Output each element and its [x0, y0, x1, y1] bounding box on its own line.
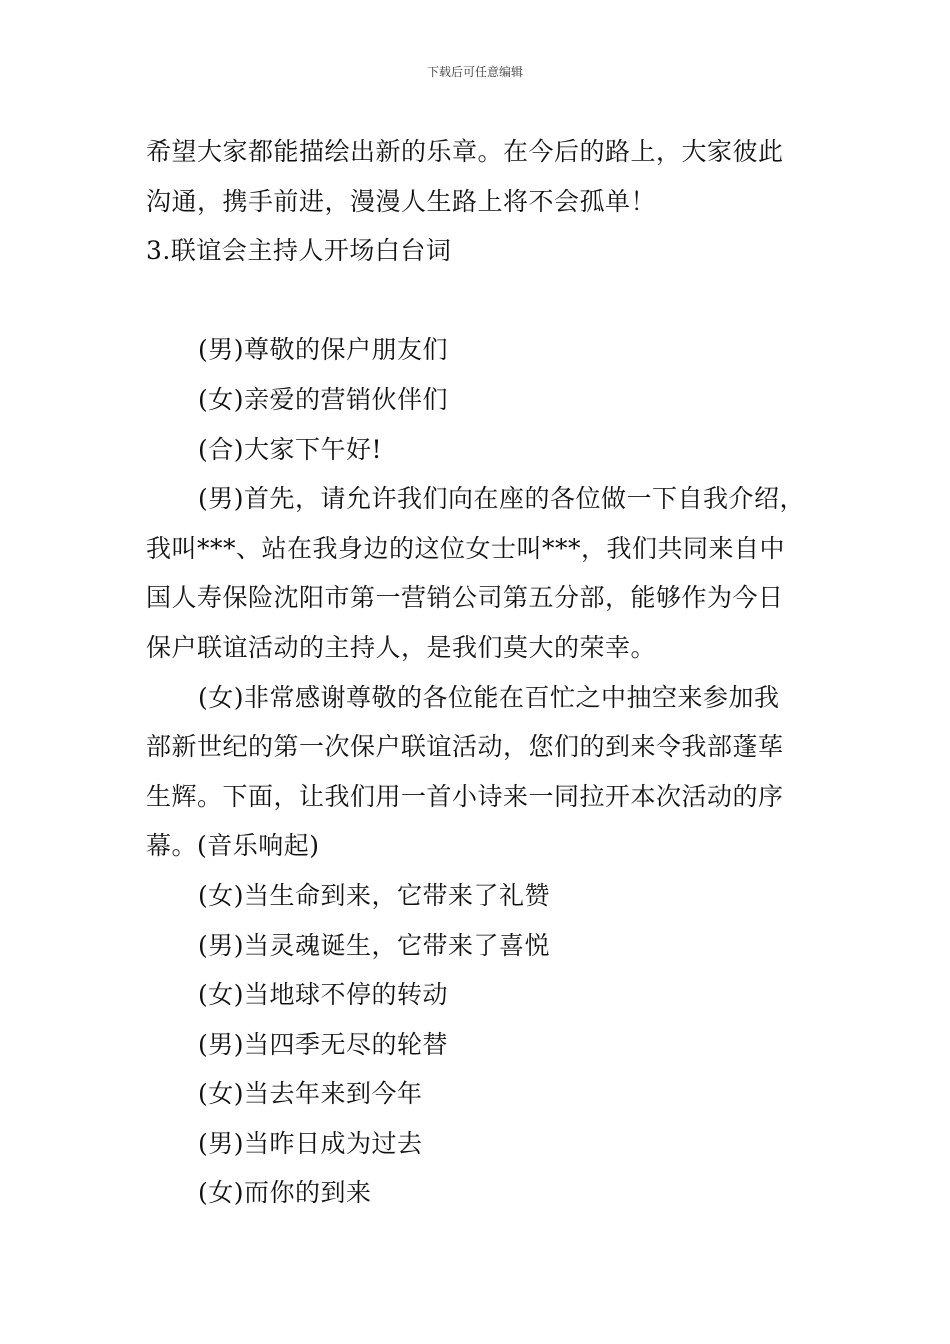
- dialogue-line: (女)亲爱的营销伙伴们: [198, 384, 449, 414]
- body-text: [146, 127, 836, 1218]
- text-line: 国人寿保险沈阳市第一营销公司第五分部，能够作为今日: [146, 583, 784, 613]
- dialogue-line: (女)当地球不停的转动: [198, 980, 449, 1010]
- dialogue-line: (男)尊敬的保户朋友们: [198, 335, 449, 365]
- page-header: 下载后可任意编辑: [426, 65, 523, 79]
- text-line: 幕。(音乐响起): [146, 831, 320, 861]
- text-line: 希望大家都能描绘出新的乐章。在今后的路上，大家彼此: [146, 137, 784, 166]
- dialogue-line: (女)当去年来到今年: [198, 1079, 423, 1109]
- text-line: 保户联谊活动的主持人，是我们莫大的荣幸。: [146, 632, 657, 662]
- dialogue-line: (女)非常感谢尊敬的各位能在百忙之中抽空来参加我: [198, 682, 780, 712]
- blank-line: [146, 276, 836, 326]
- text-line: 我叫***、站在我身边的这位女士叫***，我们共同来自中: [146, 533, 786, 563]
- text-line: 部新世纪的第一次保户联谊活动，您们的到来令我部蓬荜: [146, 732, 784, 762]
- text-line: 沟通，携手前进，漫漫人生路上将不会孤单！: [146, 186, 657, 216]
- dialogue-line: (男)当灵魂诞生，它带来了喜悦: [198, 930, 551, 960]
- dialogue-line: (男)首先，请允许我们向在座的各位做一下自我介绍，: [198, 484, 806, 514]
- dialogue-line: (女)当生命到来，它带来了礼赞: [198, 880, 551, 910]
- section-heading: 3.联谊会主持人开场白台词: [146, 236, 452, 266]
- dialogue-line: (合)大家下午好!: [198, 434, 383, 464]
- dialogue-line: (女)而你的到来: [198, 1178, 372, 1208]
- dialogue-line: (男)当昨日成为过去: [198, 1128, 423, 1158]
- dialogue-line: (男)当四季无尽的轮替: [198, 1029, 449, 1059]
- text-line: 生辉。下面，让我们用一首小诗来一同拉开本次活动的序: [146, 781, 784, 811]
